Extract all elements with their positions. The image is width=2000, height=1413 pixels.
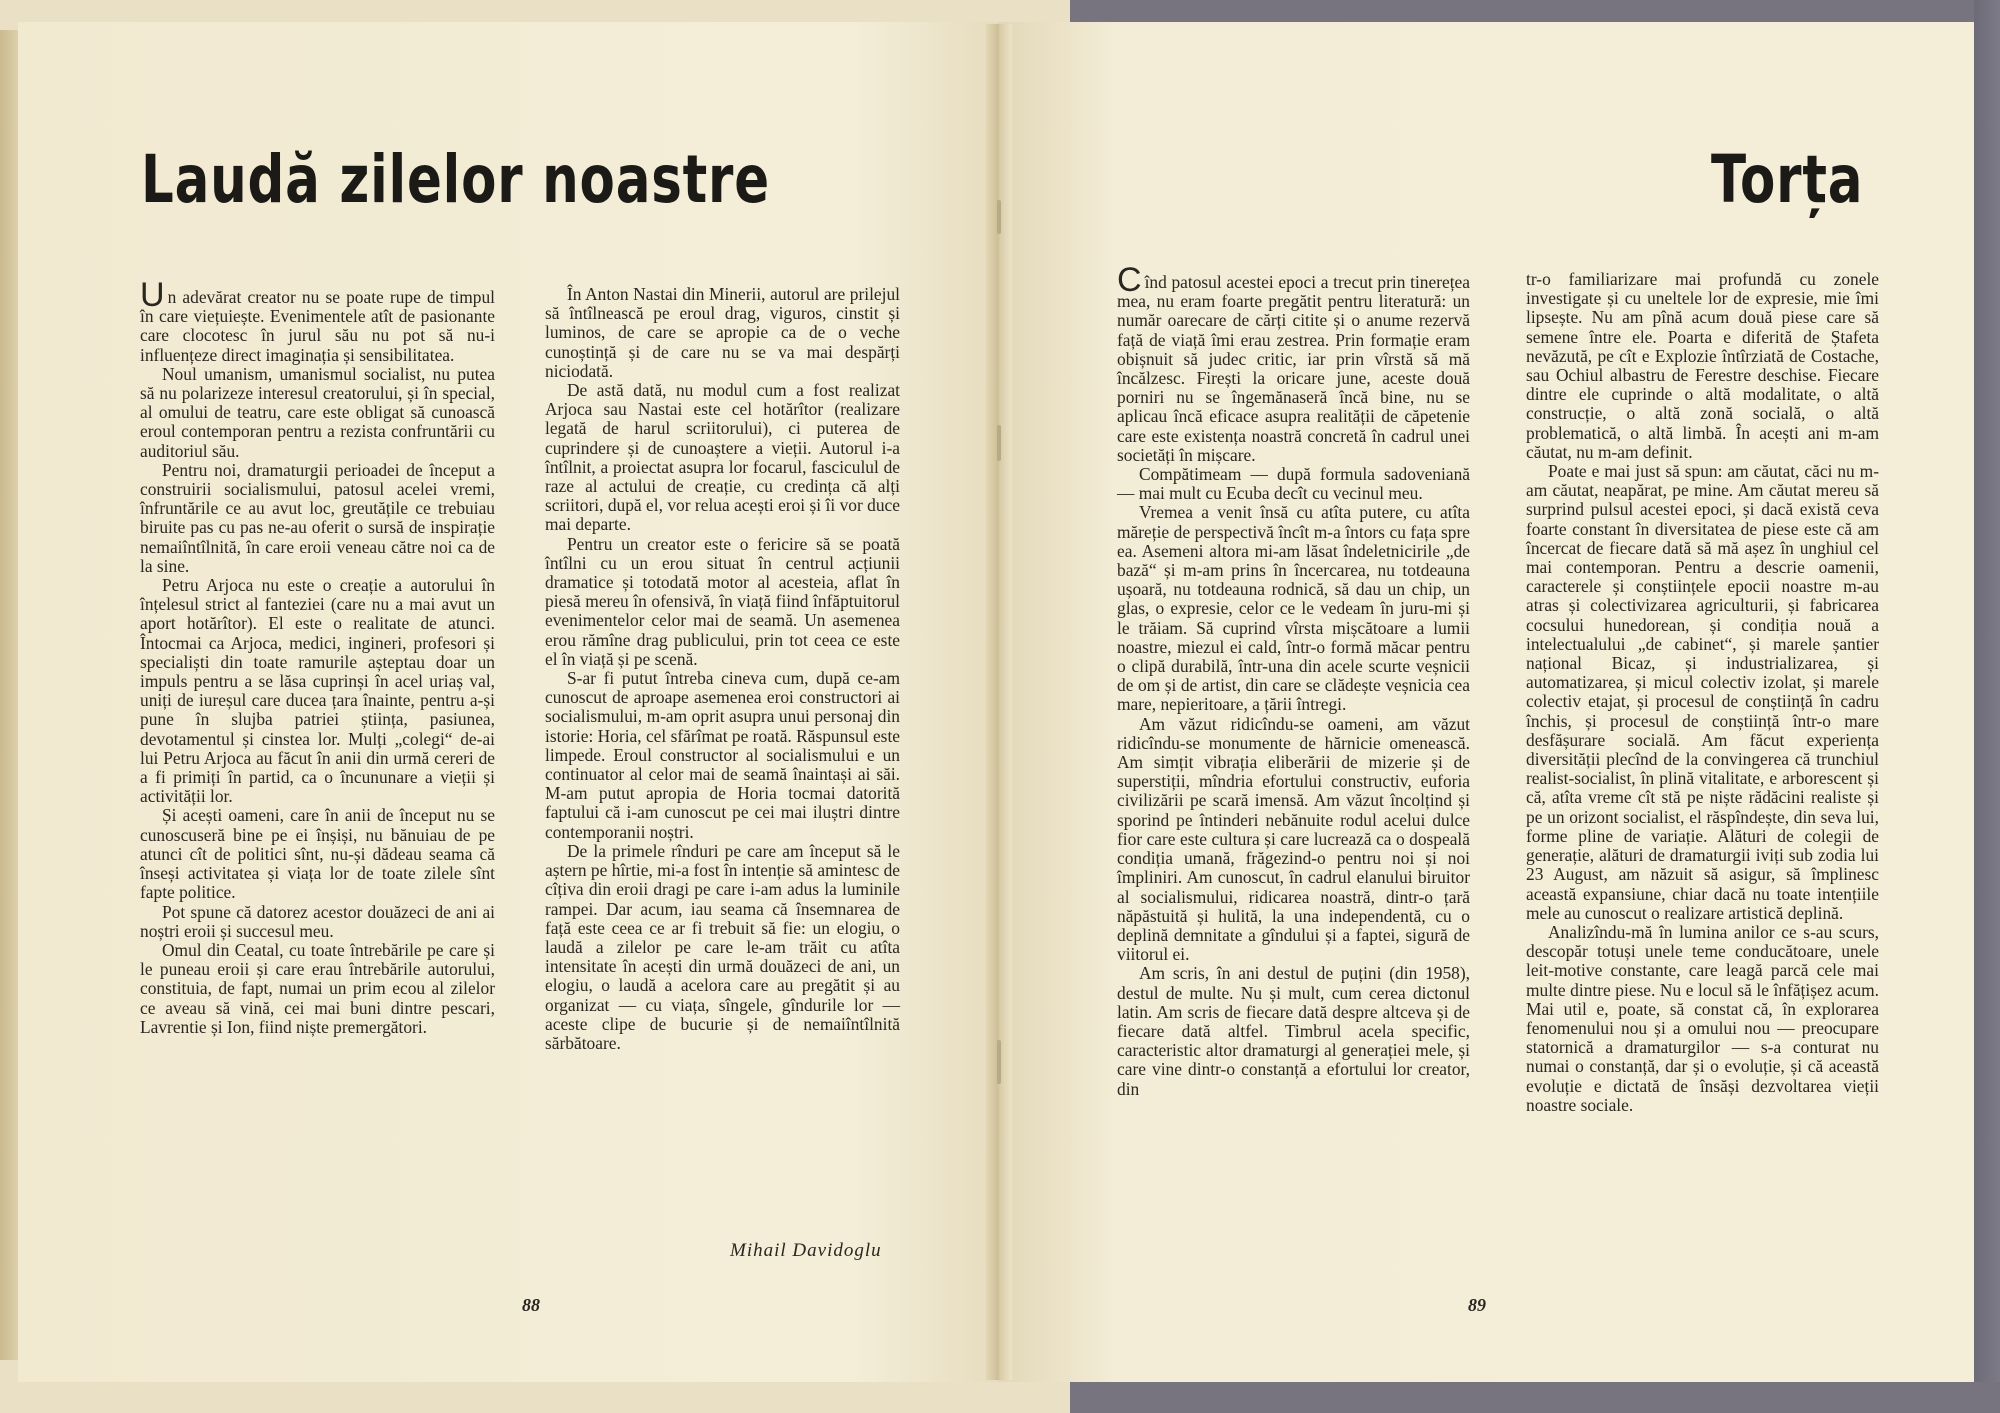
- right-column-1: [1117, 261, 1470, 1099]
- paragraph: [545, 842, 900, 1053]
- paragraph-text: Am scris, în ani destul de puțini (din 1958), destul de multe. Nu și mult, cum cerea dictonul latin. Am scris de fiecare dată despre altceva și de fiecare dată altfel. Timbrul acela specific, caracteristic altor dramaturgi al generației mele, și care vine dintr-o constanță a efortului lor creator, din: [1117, 963, 1470, 1099]
- paragraph-text: Analizîndu-mă în lumina anilor ce s-au scurs, descopăr totuși unele teme conducătoare, unele leit-motive constante, care leagă parcă cele mai multe dintre piese. Nu e locul să le înfățișez acum. Mai util e, poate, să constat că, în explorarea fenomenului nou și a omului nou — preocupare statornică a dramaturgilor — s-a conturat nu numai o constanță, dar și o evoluție, și că această evoluție e dictată de însăși dezvoltarea vieții noastre sociale.: [1526, 921, 1879, 1115]
- paragraph: [1526, 270, 1879, 462]
- paragraph-text: De la primele rînduri pe care am început să le aștern pe hîrtie, mi-a fost în intenție să amintesc de cîțiva din eroii dragi pe care i-am adus la luminile rampei. Dar acum, iau seama că însemnarea de față este ceea ce ar fi trebuit să fie: un elogiu, o laudă a zilelor pe care le-am trăit cu atîta intensitate în acești din urmă douăzeci de ani, un elogiu, o laudă a acelora care au pregătit și au organizat — cu viața, sîngele, gîndurile lor — aceste clipe de bucurie și de nemaiîntîlnită sărbătoare.: [545, 840, 900, 1053]
- right-column-2: [1526, 270, 1879, 1115]
- paragraph: [1526, 462, 1879, 923]
- paragraph: [140, 806, 495, 902]
- paragraph-text: n adevărat creator nu se poate rupe de timpul în care viețuiește. Evenimentele atît de pasionante care clocotesc în jurul său nu pot să nu-i influențeze direct imaginația și sensibilitatea.: [140, 287, 495, 365]
- paragraph-text: Vremea a venit însă cu atîta putere, cu atîta măreție de perspectivă încît m-a întors cu fața spre ea. Asemeni altora mi-am lăsat îndeletnicirile „de bază“ și m-am prins în încercarea, nu totdeauna ușoară, nu totdeauna rodnică, să dau un chip, un glas, o expresie, celor ce le vedeam în juru-mi și le trăiam. Să cuprind vîrsta mișcătoare a lumii noastre, miezul ei cald, într-o formă măcar pentru o clipă durabilă, într-una din acele scurte veșnicii de om și de artist, din care se clădește veșnicia cea mare, nepieritoare, a țării întregi.: [1117, 502, 1470, 715]
- right-page-title: Torța: [1710, 141, 1863, 218]
- paragraph: [545, 669, 900, 842]
- paragraph: [140, 903, 495, 941]
- paragraph-text: Am văzut ridicîndu-se oameni, am văzut ridicîndu-se monumente de hărnicie omenească. Am simțit vibrația eliberării de mizerie și de superstiții, mîndria efortului constructiv, euforia civilizării pe scară imensă. Am văzut încolțind și sporind pe întinderi nebănuite rodul acelui dulce fior care este cultura și care lucrează ca o dospeală condiția umană, frăgezind-o pentru noi și noi împliniri. Am cunoscut, în cadrul elanului biruitor al socialismului, ridicarea noastră, dintr-o țară năpăstuită și hulită, la una independentă, cu o deplină demnitate a gîndului și a faptei, sigură de viitorul ei.: [1117, 713, 1470, 965]
- binding-stitch: [997, 425, 1001, 461]
- paragraph: [1117, 964, 1470, 1098]
- drop-cap: C: [1117, 261, 1142, 299]
- paragraph: [1117, 715, 1470, 965]
- paragraph: [140, 576, 495, 806]
- paragraph: [545, 535, 900, 669]
- left-page-number: 88: [522, 1295, 540, 1315]
- paragraph-text: Poate e mai just să spun: am căutat, căci nu m-am căutat, neapărat, pe mine. Am căutat mereu să surprind pulsul acestei epoci, și dacă există ceva foarte constant în diversitatea de piese este că am încercat de fiecare dată să mă așez în unghiul cel mai contemporan. Pentru a descrie oamenii, caracterele și conștiințele epocii noastre m-au atras și colectivizarea agriculturii, și fabricarea cocsului hunedorean, și condiția nouă a intelectualului „de cabinet“, și marele șantier național Bicaz, și industrializarea, și automatizarea, și micul colectiv izolat, și marele colectiv etajat, și procesul de conștiință în cadru închis, și procesul de conștiință într-o mare desfășurare socială. Am făcut experiența diversității plecînd de la convingerea că trunchiul realist-socialist, în plină vitalitate, e arborescent și că, atîta vreme cît stă pe niște rădăcini realiste și pe un orizont socialist, el răspîndește, din seva lui, forme pline de variație. Alături de colegii de generație, alături de dramaturgii iviți sub zodia lui 23 August, am năzuit să asigur, să împlinesc această expansiune, chiar dacă nu toate intențiile mele au cunoscut o realizare artistică deplină.: [1526, 461, 1879, 923]
- paragraph-text: De astă dată, nu modul cum a fost realizat Arjoca sau Nastai este cel hotărîtor (realizare legată de harul scriitorului), ci puterea de cuprindere și de cunoaștere a vieții. Autorul i-a întîlnit, a proiectat asupra lor focarul, fasciculul de raze al actului de creație, cu credința că alți scriitori, după el, vor relua acești eroi și îi vor duce mai departe.: [545, 380, 900, 535]
- paragraph: [1117, 261, 1470, 465]
- paragraph: [545, 381, 900, 535]
- book-cover-edge-top: [1070, 0, 2000, 24]
- paragraph: [545, 285, 900, 381]
- paragraph-text: Compătimeam — după formula sadoveniană — mai mult cu Ecuba decît cu vecinul meu.: [1117, 464, 1470, 504]
- left-column-1: [140, 276, 495, 1037]
- paragraph: [140, 941, 495, 1037]
- left-page-title: Laudă zilelor noastre: [141, 141, 770, 218]
- binding-stitch: [997, 200, 1001, 234]
- paragraph: [140, 461, 495, 576]
- paragraph-text: Pentru un creator este o fericire să se poată întîlni cu un erou situat în centrul acțiunii dramatice și totodată motor al acesteia, aflat în piesă mereu în ofensivă, în viață fiind înfăptuitorul evenimentelor celor mai de seamă. Un asemenea erou rămîne drag publicului, prin tot ceea ce este el în viață și pe scenă.: [545, 533, 900, 669]
- paragraph-text: tr-o familiarizare mai profundă cu zonele investigate și cu uneltele lor de expresie, mie îmi lipsește. Nu am pînă acum două piese care să semene între ele. Poarta e diferită de Ștafeta nevăzută, pe cît e Explozie întîrziată de Costache, sau Ochiul albastru de Ferestre deschise. Fiecare dintre ele cuprinde o altă modalitate, o altă construcție, o altă zonă socială, o altă problematică, o altă limbă. În acești ani m-am căutat, nu m-am definit.: [1526, 269, 1879, 462]
- paragraph-text: Noul umanism, umanismul socialist, nu putea să nu polarizeze interesul creatorului, și în special, al omului de teatru, care este obligat să cunoască eroul contemporan pentru a rezista confruntării cu auditoriul său.: [140, 363, 495, 461]
- paragraph: [1117, 503, 1470, 714]
- paragraph: [140, 276, 495, 365]
- right-page-number: 89: [1468, 1295, 1486, 1315]
- paragraph: [1117, 465, 1470, 503]
- paragraph-text: Și acești oameni, care în anii de început nu se cunoscuseră bine pe ei înșiși, nu bănuiau de pe atunci cît de politici sînt, nu-și dădeau seama că înseși activitatea și viața lor de toate zilele sînt fapte politice.: [140, 805, 495, 903]
- paragraph: [140, 365, 495, 461]
- binding-stitch: [997, 1040, 1001, 1084]
- drop-cap: U: [140, 276, 165, 314]
- left-column-2: [545, 285, 900, 1053]
- paragraph-text: Pentru noi, dramaturgii perioadei de început a construirii socialismului, patosul acelei vremi, înfruntările ce au avut loc, greutățile ce trebuiau biruite pas cu pas ne-au oferit o sursă de inspirație nemaiîntîlnită, în care eroii veneau către noi ca de la sine.: [140, 459, 495, 576]
- paragraph-text: Pot spune că datorez acestor douăzeci de ani ai noștri eroii și succesul meu.: [140, 901, 495, 941]
- book-cover-edge-right: [1974, 0, 2000, 1413]
- author-signature: Mihail Davidoglu: [730, 1240, 882, 1261]
- book-cover-edge-bottom: [1070, 1382, 2000, 1413]
- paragraph: [1526, 923, 1879, 1115]
- paragraph-text: S-ar fi putut întreba cineva cum, după ce-am cunoscut de aproape asemenea eroi constructori ai socialismului, m-am oprit asupra unui personaj din istorie: Horia, cel sfărîmat pe roată. Răspunsul este limpede. Eroul constructor al socialismului e un continuator al celor mai de seamă înaintași ai săi. M-am putut apropia de Horia tocmai datorită faptului că i-am cunoscut pe cei mai iluștri dintre contemporanii noștri.: [545, 668, 900, 842]
- paragraph-text: înd patosul acestei epoci a trecut prin tinerețea mea, nu eram foarte pregătit pentru literatură: un număr oarecare de cărți citite și o anume rezervă față de viață îmi erau zestrea. Prin formație eram obișnuit să judec critic, iar prin vîrstă să mă încălzesc. Firești la oricare june, aceste două porniri nu se îngemănaseră încă bine, nu se aplicau încă eficace asupra realității de căpetenie care este existența noastră concretă în cadrul unei societăți în mișcare.: [1117, 272, 1470, 465]
- paragraph-text: Omul din Ceatal, cu toate întrebările pe care și le puneau eroii și care erau întrebările autorului, constituia, de fapt, numai un prim ecou al zilelor ce aveau să vină, cei mai buni dintre pescari, Lavrentie și Ion, fiind niște premergători.: [140, 939, 495, 1037]
- paragraph-text: În Anton Nastai din Minerii, autorul are prilejul să întîlnească pe eroul drag, viguros, cinstit și luminos, de care se apropie ca de o veche cunoștință și de care nu se va mai despărți niciodată.: [545, 284, 900, 381]
- paragraph-text: Petru Arjoca nu este o creație a autorului în înțelesul strict al fanteziei (care nu a mai avut un aport hotărîtor). El este o realitate de atunci. Întocmai ca Arjoca, medici, ingineri, profesori și specialiști din toate ramurile așteptau doar un impuls pentru a se lăsa cuprinși în acel uriaș val, uniți de iureșul care ducea țara înainte, pentru a-și pune în slujba patriei știința, pasiunea, devotamentul și cinstea lor. Mulți „colegi“ de-ai lui Petru Arjoca au făcut în anii din urmă cereri de a fi primiți în partid, ca o încununare a vieții și activității lor.: [140, 575, 495, 807]
